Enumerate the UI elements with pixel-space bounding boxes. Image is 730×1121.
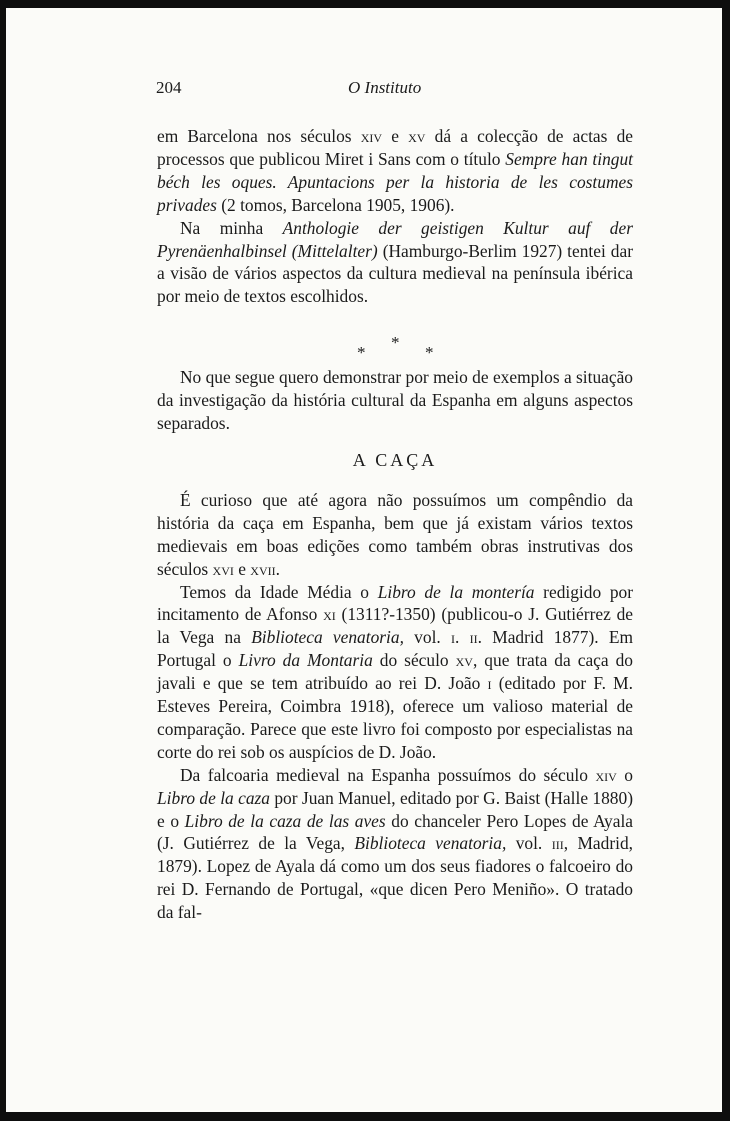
paragraph-4 (157, 489, 633, 581)
text-run: redigido por incitamento de Afonso (157, 581, 634, 625)
text-run: Madrid 1877). Em Portugal o (157, 627, 634, 671)
volume-numeral: iii (551, 833, 564, 854)
body-text (157, 125, 633, 924)
book-title: Biblioteca venatoria, (251, 627, 404, 648)
separator-star-right: * (425, 343, 434, 363)
separator-star-top: * (391, 333, 400, 353)
text-run: por Juan Manuel, editado por G. Baist (Halle 1880) e o (157, 787, 633, 831)
paragraph-1 (157, 125, 633, 217)
text-run: do século (372, 650, 456, 671)
text-run: , que trata da caça do javali e que se tem atribuído ao rei D. João (157, 650, 633, 694)
text-run: dá a colecção de actas de processos que publicou Miret i Sans com o título (157, 126, 634, 169)
volume-numeral: i. ii. (451, 627, 482, 648)
book-title: Sempre han tingut béch les oques. Apuntacions per la historia de les costumes privades (157, 148, 633, 215)
book-title: Biblioteca venatoria, (354, 833, 507, 854)
separator-star-left: * (357, 343, 366, 363)
text-run: vol. (506, 833, 552, 854)
century-numeral: xv (455, 650, 473, 671)
paragraph-2 (157, 217, 633, 309)
text-run: (editado por F. M. Esteves Pereira, Coimbra 1918), oferece um valioso material de comparação. Parece que este livro foi composto por especialistas na corte do rei sob os auspícios de D. João. (157, 673, 633, 762)
text-run: em Barcelona nos séculos (157, 126, 361, 146)
paragraph-3: No que segue quero demonstrar por meio de exemplos a situação da investigação da história cultural da Espanha em alguns aspectos separados. (157, 367, 633, 434)
text-run: e (382, 126, 409, 146)
text-run: e (233, 558, 251, 579)
century-numeral: xvi (212, 558, 234, 579)
century-numeral: xiv (595, 764, 617, 785)
text-run: vol. (403, 627, 452, 648)
section-separator (157, 308, 633, 366)
book-title: Libro de la montería (377, 581, 535, 602)
text-run: (Hamburgo-Berlim 1927) tentei dar a visão de vários aspectos da cultura medieval na península ibérica por meio de textos escolhidos. (157, 240, 633, 307)
text-run: (2 tomos, Barcelona 1905, 1906). (216, 194, 455, 215)
book-title: Anthologie der geistigen Kultur auf der Pyrenäenhalbinsel (Mittelalter) (157, 217, 633, 261)
book-title: Livro da Montaria (238, 650, 373, 671)
page-header (156, 78, 634, 102)
text-run: Da falcoaria medieval na Espanha possuímos do século (180, 764, 596, 785)
century-numeral: xv (408, 126, 426, 146)
running-title: O Instituto (348, 78, 422, 97)
century-numeral: xvii (250, 558, 276, 579)
text-run: Temos da Idade Média o (180, 581, 378, 602)
paragraph-6 (157, 764, 633, 924)
text-run: . (275, 558, 280, 579)
century-numeral: xiv (360, 126, 383, 146)
text-run: É curioso que até agora não possuímos um compêndio da história da caça em Espanha, bem que já existam vários textos medievais em boas edições como também obras instrutivas dos séculos (157, 489, 633, 579)
text-run: do chanceler Pero Lopes de Ayala (J. Gutiérrez de la Vega, (157, 810, 633, 854)
text-run: (1311?-1350) (publicou-o J. Gutiérrez de la Vega na (157, 604, 633, 648)
book-title: Libro de la caza (157, 787, 270, 808)
regnal-numeral: xi (323, 604, 336, 625)
page-number: 204 (156, 78, 182, 97)
text-run: o (616, 764, 633, 785)
regnal-numeral: i (487, 673, 492, 694)
book-page (6, 8, 722, 1112)
book-title: Libro de la caza de las aves (184, 810, 386, 831)
paragraph-5 (157, 581, 633, 764)
text-run: , Madrid, 1879). Lopez de Ayala dá como um dos seus fiadores o falcoeiro do rei D. Fernando de Portugal, «que dicen Pero Meniño». O tratado da fal- (157, 833, 634, 923)
text-run: Na minha (180, 217, 283, 238)
section-title: A CAÇA (352, 449, 438, 470)
